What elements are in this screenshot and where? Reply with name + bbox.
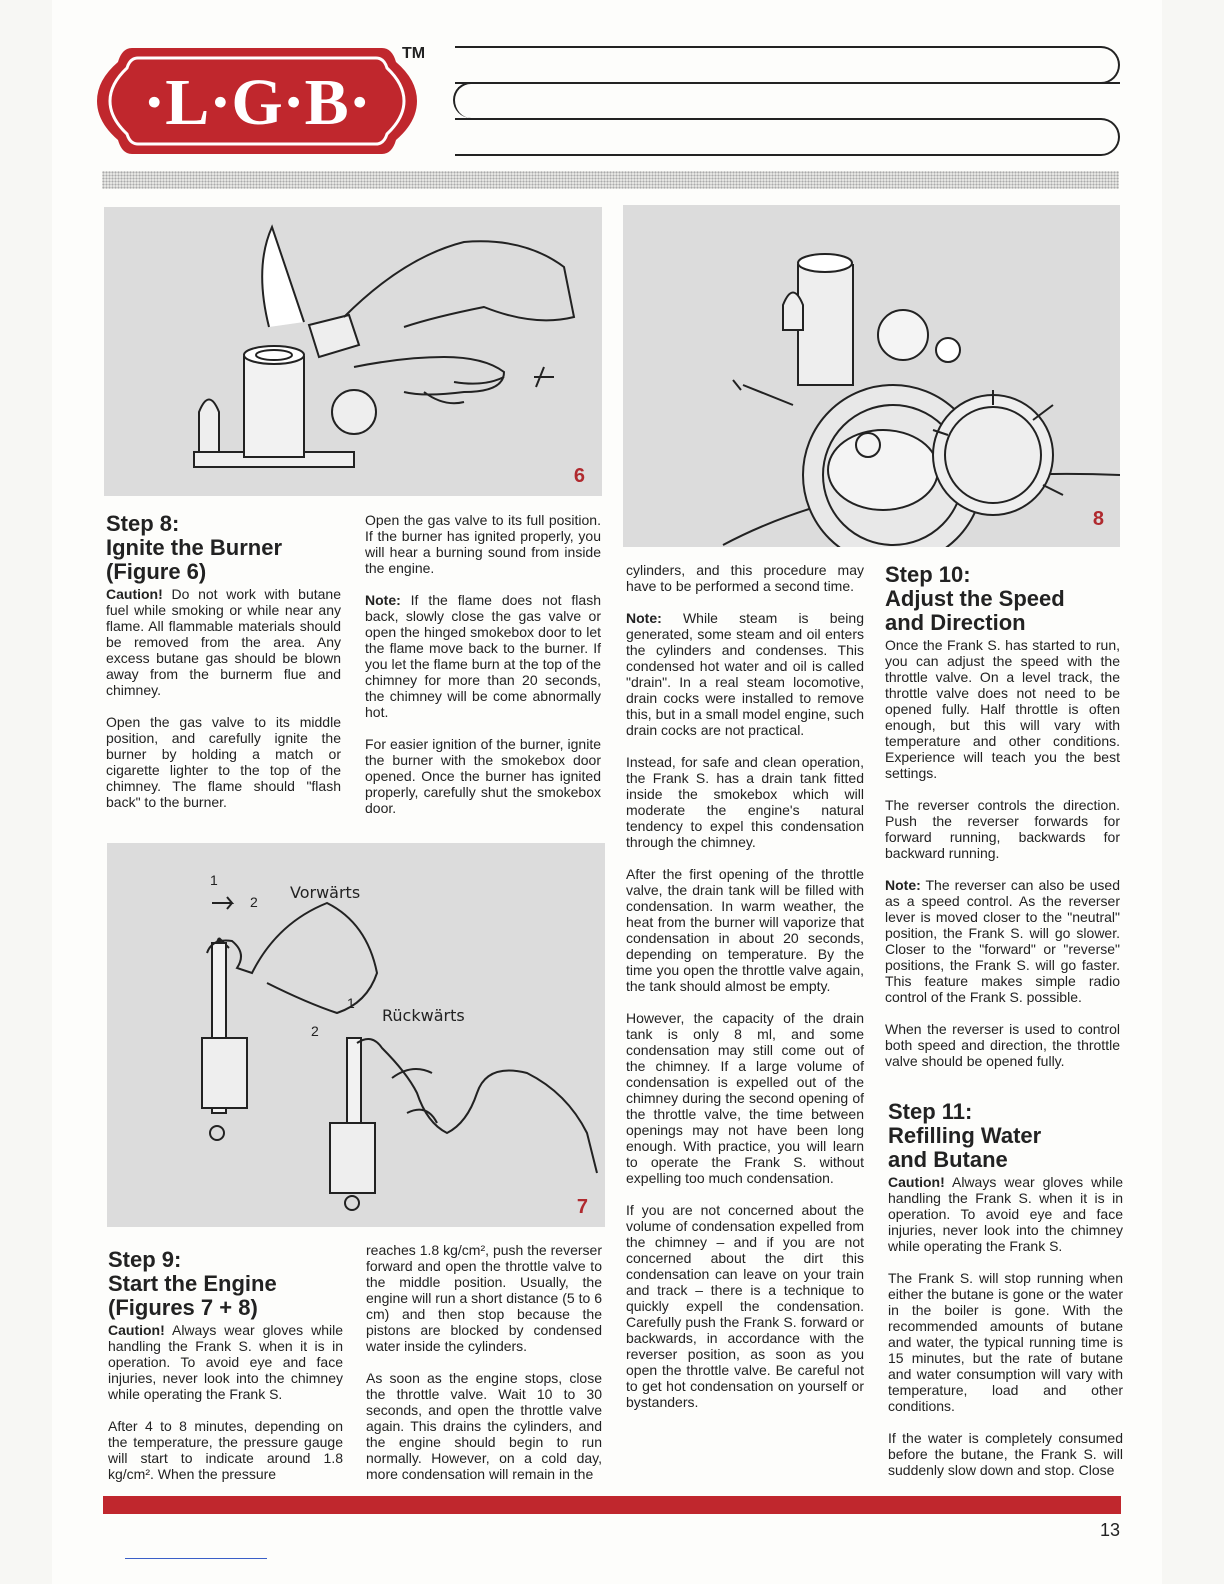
- dotted-band: [102, 171, 1119, 189]
- smokebox-open-illustration: [623, 205, 1120, 547]
- tank-capacity-paragraph: However, the capacity of the drain tank is only 8 ml, and some condensation may still come out of the chimney. If a large volume of condensation is expelled out of the chimney during the second opening of the throttle valve, the time between openings may not have been long enough. With practice, you will learn to operate the Frank S. without expelling too much condensation.: [626, 1010, 864, 1186]
- lgb-logo: [92, 40, 422, 162]
- figure-6: [104, 207, 602, 496]
- engine-stops-paragraph: As soon as the engine stops, close the throttle valve. Wait 10 to 30 seconds, and open the throttle valve again. This drains the cylinders, and the engine should begin to run normally. However, on a cold day, more condensation will remain in the: [366, 1370, 602, 1482]
- step-1b-label: 1: [347, 995, 355, 1011]
- step-9-caution: Caution! Always wear gloves while handling the Frank S. when it is in operation. To avoid eye and face injuries, never look into the chimney while operating the Frank S.: [108, 1322, 343, 1402]
- footer-red-bar: [103, 1496, 1121, 1514]
- expel-technique-paragraph: If you are not concerned about the volume of condensation expelled from the chimney – and if you are not concerned about the dirt this condensation can leave on your train and track – there is a technique to quickly expell the condensation. Carefully push the Frank S. forward or backwards, in accordance with the reverser position, as soon as you open the throttle valve. Be careful not to get hot condensation on yourself or bystanders.: [626, 1202, 864, 1410]
- figure-7-number: 7: [576, 1196, 588, 1218]
- speed-paragraph: Once the Frank S. has started to run, you can adjust the speed with the throttle valve. On a level track, the throttle valve does not need to be opened fully. Half throttle is often enough, but this will vary with temperature and other conditions. Experience will teach you the best settings.: [885, 637, 1120, 781]
- reverser-forward-paragraph: reaches 1.8 kg/cm², push the reverser forward and open the throttle valve to the middle position. Usually, the engine will run a short distance (5 to 6 cm) and then stop because the pistons are blocked by condensed water inside the cylinders.: [366, 1242, 602, 1354]
- direction-paragraph: The reverser controls the direction. Push the reverser forwards for forward running, backwards for backward running.: [885, 797, 1120, 861]
- condensation-column: [626, 562, 864, 1426]
- step-8-paragraph: Open the gas valve to its middle position, and carefully ignite the burner by holding a match or cigarette lighter to the top of the chimney. The flame should "flash back" to the burner.: [106, 714, 341, 810]
- header-rule-middle: [453, 82, 1120, 118]
- step-1-label: 1: [210, 872, 218, 888]
- step-8-title: Step 8: Ignite the Burner (Figure 6): [106, 511, 283, 584]
- reverser-lever-illustration: [107, 843, 605, 1227]
- drain-note: Note: While steam is being generated, some steam and oil enters the cylinders and condenses. This condensed hot water and oil is called "drain". In a real steam locomotive, drain cocks were installed to remove this, but in a small model engine, such drain cocks are not practical.: [626, 610, 864, 738]
- step-9-continued: [366, 1242, 602, 1498]
- figure-8: [623, 205, 1120, 547]
- figure-7: [107, 843, 605, 1227]
- reverser-note: Note: The reverser can also be used as a speed control. As the reverser lever is moved closer to the "neutral" position, the Frank S. will go slower. Closer to the "forward" or "reverse" positions, the Frank S. will go faster. This feature makes simple radio control of the Frank S. possible.: [885, 877, 1120, 1005]
- water-consumed-paragraph: If the water is completely consumed before the butane, the Frank S. will suddenly slow down and stop. Close: [888, 1430, 1123, 1478]
- pressure-paragraph: After 4 to 8 minutes, depending on the temperature, the pressure gauge will start to indicate around 1.8 kg/cm². When the pressure: [108, 1418, 343, 1482]
- first-opening-paragraph: After the first opening of the throttle valve, the drain tank will be filled with condensation. In warm weather, the heat from the burner will vaporize that condensation in about 20 seconds, depending on temperature. By the time you open the throttle valve again, the tank should almost be empty.: [626, 866, 864, 994]
- step-2-label: 2: [250, 894, 258, 910]
- page-number: 13: [1100, 1520, 1121, 1540]
- step-8-continued: [365, 512, 601, 832]
- step-11-section: [888, 1100, 1123, 1494]
- burner-ignition-illustration: [104, 207, 602, 496]
- step-2b-label: 2: [311, 1023, 319, 1039]
- second-time-paragraph: cylinders, and this procedure may have to be performed a second time.: [626, 562, 864, 594]
- throttle-fully-paragraph: When the reverser is used to control both speed and direction, the throttle valve should be opened fully.: [885, 1021, 1120, 1069]
- backward-label: Rückwärts: [382, 1006, 465, 1025]
- footer-link-line: [125, 1558, 267, 1559]
- flame-note: Note: If the flame does not flash back, slowly close the gas valve or open the hinged smokebox door to let the flame move back to the burner. If you let the flame burn at the top of the chimney for more than 20 seconds, the chimney will be come abnormally hot.: [365, 592, 601, 720]
- step-10-section: [885, 563, 1120, 1085]
- figure-6-number: 6: [573, 465, 585, 487]
- trademark: TM: [402, 45, 426, 62]
- step-9-section: [108, 1248, 343, 1498]
- step-11-caution: Caution! Always wear gloves while handling the Frank S. when it is in operation. To avoid eye and face injuries, never look into the chimney while operating the Frank S.: [888, 1174, 1123, 1254]
- forward-label: Vorwärts: [290, 883, 361, 902]
- step-10-title: Step 10: Adjust the Speed and Direction: [885, 562, 1065, 635]
- step-8-caution: Caution! Do not work with butane fuel while smoking or while near any flame. All flammable materials should be removed from the area. Any excess butane gas should be blown away from the burnerm flue and chimney.: [106, 586, 341, 698]
- step-9-title: Step 9: Start the Engine (Figures 7 + 8): [108, 1247, 277, 1320]
- header-rule-bottom: [455, 118, 1120, 156]
- running-time-paragraph: The Frank S. will stop running when either the butane is gone or the water in the boiler is gone. With the recommended amounts of butane and water, the typical running time is 15 minutes, but the rate of butane and water consumption will vary with temperature, load and other conditions.: [888, 1270, 1123, 1414]
- gas-valve-paragraph: Open the gas valve to its full position. If the burner has ignited properly, you will hear a burning sound from inside the engine.: [365, 512, 601, 576]
- header-rule-top: [455, 46, 1120, 84]
- figure-8-number: 8: [1092, 508, 1104, 530]
- easier-ignition-paragraph: For easier ignition of the burner, ignite the burner with the smokebox door opened. Once the burner has ignited properly, carefully shut the smokebox door.: [365, 736, 601, 816]
- logo-text: ·L·G·B·: [143, 66, 371, 139]
- drain-tank-paragraph: Instead, for safe and clean operation, the Frank S. has a drain tank fitted inside the smokebox which will moderate the engine's natural tendency to expel this condensation through the chimney.: [626, 754, 864, 850]
- step-8-section: [106, 512, 341, 826]
- step-11-title: Step 11: Refilling Water and Butane: [888, 1099, 1042, 1172]
